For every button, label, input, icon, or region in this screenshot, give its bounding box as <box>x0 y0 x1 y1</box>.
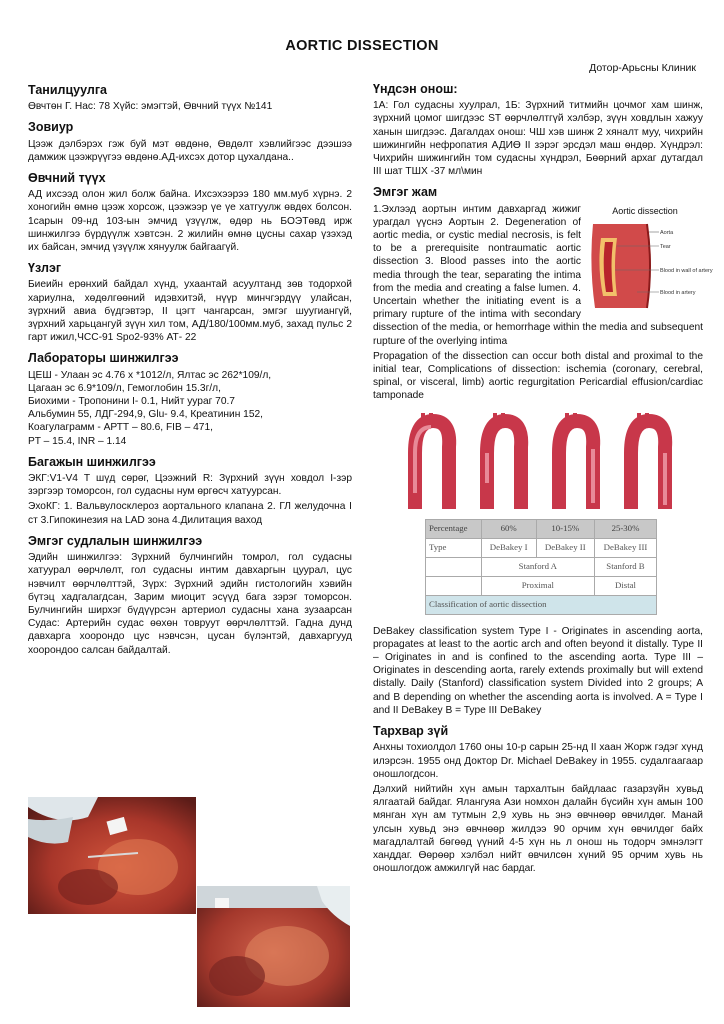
specimen-photo-2 <box>197 886 350 1007</box>
diagnosis-text: 1А: Гол судасны хуулрал, 1Б: Зүрхний титмийн цочмог хам шинж, зүрхний цомог шигдээс ST өөрчлөлтгүй хэлбэр, зүүн ховдлын хажуу ханын шигдээс. Дагалдах онош: ЧШ хэв шинж 2 хяналт муу, чихрийн шижингийн нефропатия АДИӨ II зэрэг эрсдэл маш өндөр. Хүндрэл: Чихрийн шижингийн том судасны хүндрэл, Бөөрний архаг дутагдал III шат ТШХ -37 мл\мин <box>373 100 703 178</box>
pathology-text: Эдийн шинжилгээ: Зүрхний булчингийн томрол, гол судасны хатуурал өөрчлөлт, гол судасны интим давхаргын цуурал, цус нэвчилт өөрчлөлттэй, Зүрх: Зүрхний эдийн гистологийн хэвийн бүтэц хадгалагдсан, Зарим миоцит эсүүд бага зэрэг томорсон. Булчингийн ширхэг бүдүүрсэн артериол судасны хана зузаарсан Судас: Артерийн судас өөхөн товруут өөрчлөлттэй. Гадна дунд давхарга хоорондо цус нэвчсэн, цусан бүлэнтэй, давхаргууд хоорондоо салсан байдалтай. <box>28 552 352 656</box>
table-cell: DeBakey II <box>536 538 594 557</box>
table-row <box>426 595 657 614</box>
epidemiology-section <box>373 725 703 875</box>
table-cell: DeBakey I <box>481 538 536 557</box>
table-cell: Type <box>426 538 482 557</box>
history-section <box>28 172 352 254</box>
classification-table <box>425 519 657 615</box>
lab-line: PT – 15.4, INR – 1.14 <box>28 435 127 447</box>
complaint-section <box>28 121 352 164</box>
lab-line: ЦЕШ - Улаан эс 4.76 х *1012/л, Ялтас эс 262*109/л, <box>28 369 272 381</box>
diagnosis-section <box>373 83 703 178</box>
pathology-section <box>28 535 352 657</box>
aorta-type-i-icon <box>401 413 459 511</box>
aorta-type-iv-icon <box>617 413 675 511</box>
table-row <box>426 557 657 576</box>
dissection-illustration <box>587 220 713 312</box>
page-title: AORTIC DISSECTION <box>285 38 439 54</box>
aorta-type-ii-icon <box>473 413 531 511</box>
lab-text <box>28 369 352 448</box>
table-cell: 60% <box>481 519 536 538</box>
table-cell <box>426 576 482 595</box>
epidemiology-text-2: Дэлхий нийтийн хүн амын тархалтын байдлаас газарзүйн хувьд ялгаатай байдаг. Ялангуяа Ази номхон далайн бүсийн хүн амын 100 мянган хүн ам тутмын 2,9 хувь нь энэ өвчнөөр өвчилдөг. Манай улсын хувьд энэ өвчнөөр жилдээ 90 орчим хүн өвчилдөг байх магадлалтай бөгөөд үүний 4-5 хүн нь л онош нь тодорч эмнэлэгт ханддаг. Өөрөөр хэлбэл нийт өвчилсөн хүний 95 орчим хувь нь оношлогдож амжилгүй нас бардаг. <box>373 783 703 875</box>
table-caption: Classification of aortic dissection <box>426 595 657 614</box>
pathogenesis-heading: Эмгэг жам <box>373 185 438 200</box>
echo-text: ЭхоКГ: 1. Вальвулосклероз аортального клапана 2. ГЛ желудочна I ст 3.Гипокинезия на LAD зона 4.Дилитация ваход <box>28 501 352 526</box>
lab-section <box>28 352 352 447</box>
intro-heading: Танилцуулга <box>28 83 107 97</box>
aortic-dissection-figure <box>587 205 713 313</box>
pathogenesis-text-1: 1.Эхлээд аортын интим давхаргад жижиг урагдал үүснэ Аортын 2. Degeneration of aortic media, or cystic medial necrosis, is felt to be a prerequisite nontraumatic aortic dissection 3. Blood passes into the aortic media through the tear, separating the intima from the media and creating a false lumen. 4. Uncertain whether the initiating event is a primary rupture of the intima with secondary dissection of the media, or hemorrhage within the media and subsequent rupture of the overlying intima <box>373 203 703 347</box>
table-row <box>426 519 657 538</box>
epidemiology-heading: Тархвар зүй <box>373 724 449 739</box>
lab-line: Цагаан эс 6.9*109/л, Гемоглобин 15.3г/л, <box>28 382 221 394</box>
table-row <box>426 576 657 595</box>
table-cell: Stanford A <box>481 557 594 576</box>
table-cell: 10-15% <box>536 519 594 538</box>
table-cell: 25-30% <box>594 519 656 538</box>
exam-text: Биеийн ерөнхий байдал хүнд, ухаантай асуултанд зөв тодорхой хариулна, хөдөлгөөний идэвхитэй, нүүр минчгэрдүү улайсан, зүрхний авиа бүдгэвтэр, II цэгт чангарсан, эмгэг шуугиангүй, зүрхний харьцангуй зүүн хил том, АД/180/100мм.муб, захад пульс 2 гарт ижил,ЧСС-91 Spo2-93% АТ- 22 <box>28 279 352 344</box>
intro-section <box>28 84 352 113</box>
pathogenesis-section <box>373 185 713 402</box>
figure-label: Tear <box>660 243 671 250</box>
instrumental-heading: Багажын шинжилгээ <box>28 454 156 469</box>
pathology-heading: Эмгэг судлалын шинжилгээ <box>28 533 203 548</box>
figure-label: Aorta <box>660 229 674 236</box>
table-row <box>426 538 657 557</box>
lab-line: Альбумин 55, ЛДГ-294,9, Glu- 9.4, Креатинин 152, <box>28 409 263 421</box>
table-cell: Proximal <box>481 576 594 595</box>
epidemiology-text-1: Анхны тохиолдол 1760 оны 10-р сарын 25-нд II хаан Жорж гэдэг хүнд илэрсэн. 1955 онд Доктор Dr. Michael DeBakey in 1955. судалгаагаар оношлогдсон. <box>373 742 703 780</box>
table-cell: Stanford B <box>594 557 656 576</box>
exam-section <box>28 262 352 344</box>
table-cell: Percentage <box>426 519 482 538</box>
table-cell: Distal <box>594 576 656 595</box>
debakey-text: DeBakey classification system Type I - Originates in ascending aorta, propagates at least to the aortic arch and often beyond it distally. Type II – Originates in and is confined to the ascending aorta. Type III – Originates in descending aorta, rarely extends proximally but will extend distally. Daily (Stanford) classification system Divided into 2 groups; A and B depending on whether the ascending aorta is involved. A = Type I and II DeBakey B = Type III DeBakey <box>373 625 703 716</box>
intro-text: Өвчтөн Г. Нас: 78 Хүйс: эмэгтэй, Өвчний түүх №141 <box>28 101 273 113</box>
lab-heading: Лабораторы шинжилгээ <box>28 351 179 366</box>
lab-line: Биохими - Тропонини I- 0.1, Нийт уураг 70.7 <box>28 396 235 408</box>
complaint-heading: Зовиур <box>28 120 74 135</box>
table-cell <box>426 557 482 576</box>
diagnosis-heading: Үндсэн онош: <box>373 82 458 96</box>
aorta-type-illustrations <box>373 413 703 511</box>
figure-label: Blood in artery <box>660 289 696 296</box>
history-heading: Өвчний түүх <box>28 171 106 186</box>
clinic-name: Дотор-Арьсны Клиник <box>589 62 696 74</box>
pathogenesis-text-2: Propagation of the dissection can occur both distal and proximal to the initial tear, Complications of dissection: ischemia (coronary, cerebral, spinal, or visceral, limb) aortic regurgitation Pericardial effusion/cardiac tamponade <box>373 350 703 402</box>
history-text: АД ихсээд олон жил болж байна. Ихсэхээрээ 180 мм.муб хүрнэ. 2 хоногийн өмнө цээж хорсож, цээжээр үе үе хатгуулж өвдөх болсон. 1сарын 09-нд 103-ын эмчид үзүүлж, өдөр нь БОЭТөвд ирж шинжилгээ бүрдүүлж хэвтсэн. 2 жилийн өмнө цусны сахар үзэхэд их байсан, эмчид үзүүлж хянуулж байгаагүй. <box>28 189 352 254</box>
specimen-photo-1 <box>28 797 196 914</box>
instrumental-section <box>28 456 352 527</box>
aorta-type-iii-icon <box>545 413 603 511</box>
complaint-text: Цээж дэлбэрэх гэж буй мэт өвдөнө, Өвдөлт хэвлийгээс дээшээ дамжиж цээжрүүгээ өвдөнө.АД-ихсэх дотор цухалдана.. <box>28 138 352 163</box>
table-cell: DeBakey III <box>594 538 656 557</box>
exam-heading: Үзлэг <box>28 261 62 276</box>
figure-label: Blood in wall of artery <box>660 267 713 274</box>
left-column <box>28 84 352 665</box>
right-column <box>373 82 713 883</box>
figure-title: Aortic dissection <box>612 205 678 216</box>
ecg-text: ЭКГ:V1-V4 T шүд сөрөг, Цээжний R: Зүрхний зүүн ховдол I-зэр зэргээр томорсон, гол судасны нум өргөсч хатуурсан. <box>28 473 352 498</box>
lab-line: Коагулаграмм - АРТТ – 80.6, FIB – 471, <box>28 422 213 434</box>
